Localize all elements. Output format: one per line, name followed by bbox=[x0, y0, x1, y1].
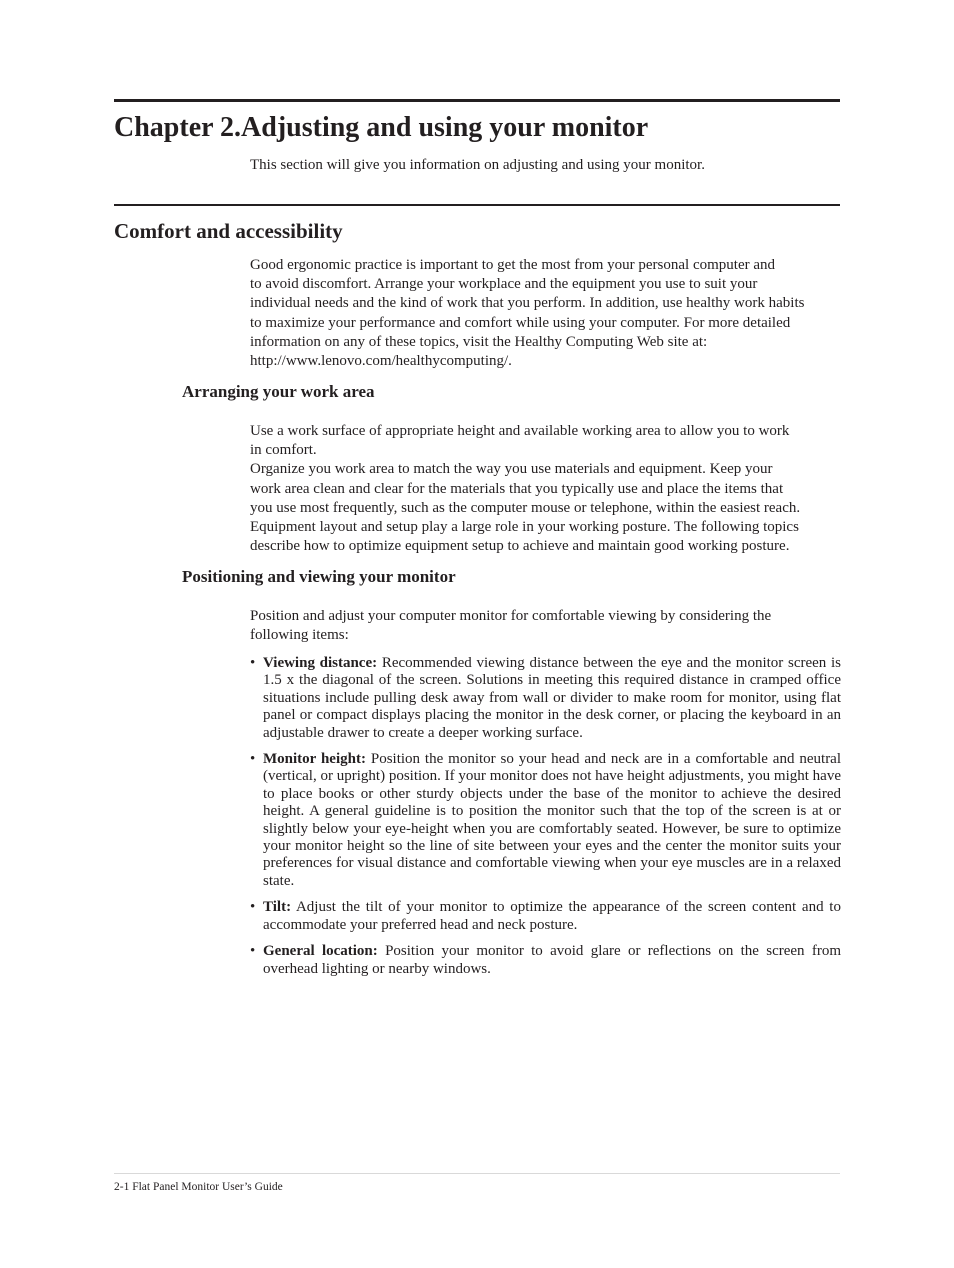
comfort-line: individual needs and the kind of work that you perform. In addition, use healthy work habits bbox=[250, 295, 805, 312]
chapter-intro: This section will give you information on adjusting and using your monitor. bbox=[250, 157, 705, 173]
arranging-line: in comfort. bbox=[250, 442, 317, 459]
bullet-icon: • bbox=[250, 943, 256, 960]
bullet-icon: • bbox=[250, 751, 256, 768]
arranging-line: Equipment layout and setup play a large role in your working posture. The following topics bbox=[250, 519, 799, 536]
comfort-line: Good ergonomic practice is important to get the most from your personal computer and bbox=[250, 257, 776, 273]
section-title-comfort: Comfort and accessibility bbox=[114, 219, 343, 243]
comfort-line: to avoid discomfort. Arrange your workplace and the equipment you use to suit your bbox=[250, 276, 758, 293]
bullet-text: Recommended viewing distance between the eye and the monitor screen is 1.5 x the diagonal of the screen. Solutions in meeting this required distance in cramped office situations include pulling desk away from wall or divider to make room for monitor, using flat panel or compact displays placing the monitor in the desk corner, or placing the keyboard in an adjustable drawer to create a deeper working surface. bbox=[263, 655, 841, 741]
list-item-general-location bbox=[250, 943, 841, 978]
arranging-line: Use a work surface of appropriate height and available working area to allow you to work bbox=[250, 423, 790, 439]
monitor-tips-list bbox=[250, 655, 841, 987]
bullet-term: Viewing distance: bbox=[263, 655, 378, 671]
footer-rule bbox=[114, 1173, 840, 1174]
comfort-paragraph bbox=[250, 256, 842, 371]
list-item-monitor-height bbox=[250, 751, 841, 890]
arranging-paragraph bbox=[250, 422, 842, 556]
bullet-icon: • bbox=[250, 655, 256, 671]
section-rule bbox=[114, 204, 840, 206]
comfort-line: to maximize your performance and comfort while using your computer. For more detailed bbox=[250, 314, 791, 331]
chapter-top-rule bbox=[114, 99, 840, 102]
bullet-text: Position your monitor to avoid glare or reflections on the screen from overhead lighting or nearby windows. bbox=[263, 943, 842, 977]
bullet-icon: • bbox=[250, 899, 256, 916]
bullet-term: Monitor height: bbox=[263, 751, 366, 768]
list-item-viewing-distance bbox=[250, 655, 841, 742]
arranging-line: Organize you work area to match the way you use materials and equipment. Keep your bbox=[250, 461, 773, 478]
bullet-text: Position the monitor so your head and neck are in a comfortable and neutral (vertical, or upright) position. If your monitor does not have height adjustments, you might have to place books or other sturdy objects under the base of the monitor to achieve the desired height. A general guideline is to position the monitor such that the top of the screen is at or slightly below your eye-height when you are comfortably seated. However, be sure to optimize your monitor height so the line of site between your eyes and the center the monitor suits your preferences for visual distance and comfortable viewing when your eye muscles are in a relaxed state. bbox=[263, 751, 842, 889]
page-footer: 2-1 Flat Panel Monitor User’s Guide bbox=[114, 1181, 283, 1193]
bullet-term: General location: bbox=[263, 943, 378, 960]
arranging-line: describe how to optimize equipment setup to achieve and maintain good working posture. bbox=[250, 538, 790, 555]
subsection-title-positioning: Positioning and viewing your monitor bbox=[182, 567, 456, 586]
list-item-tilt bbox=[250, 899, 841, 934]
subsection-title-arranging: Arranging your work area bbox=[182, 382, 375, 401]
positioning-line: following items: bbox=[250, 627, 349, 644]
bullet-text: Adjust the tilt of your monitor to optimize the appearance of the screen content and to accommodate your preferred head and neck posture. bbox=[263, 899, 841, 933]
arranging-line: you use most frequently, such as the computer mouse or telephone, within the easiest reach. bbox=[250, 499, 801, 516]
arranging-line: work area clean and clear for the materials that you typically use and place the items that bbox=[250, 480, 784, 497]
comfort-line: information on any of these topics, visit the Healthy Computing Web site at: bbox=[250, 333, 708, 350]
positioning-paragraph bbox=[250, 607, 842, 645]
positioning-line: Position and adjust your computer monitor for comfortable viewing by considering the bbox=[250, 608, 772, 624]
chapter-title: Chapter 2.Adjusting and using your monitor bbox=[114, 112, 649, 143]
bullet-term: Tilt: bbox=[263, 899, 292, 916]
healthy-computing-url: http://www.lenovo.com/healthycomputing/. bbox=[250, 353, 512, 370]
